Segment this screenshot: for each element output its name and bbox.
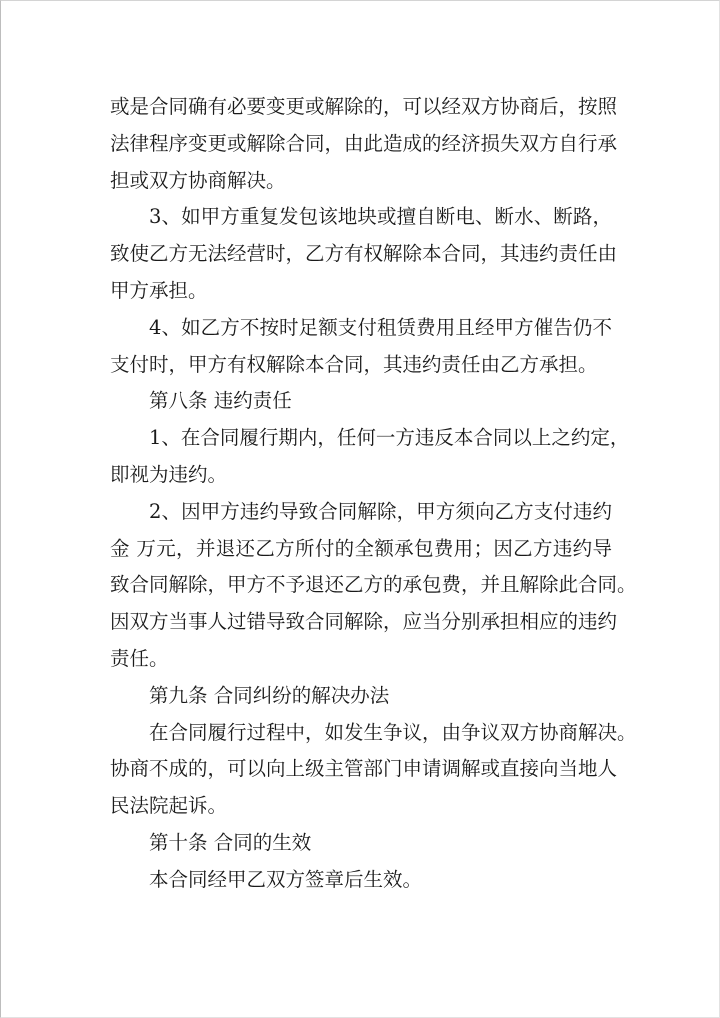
text-line: 责任。 [110,646,169,670]
text-line: 法律程序变更或解除合同，由此造成的经济损失双方自行承 [110,131,618,155]
text-line: 民法院起诉。 [110,794,228,818]
text-line: 协商不成的，可以向上级主管部门申请调解或直接向当地人 [110,757,618,781]
text-line: 1、在合同履行期内，任何一方违反本合同以上之约定， [149,426,630,450]
text-line: 支付时，甲方有权解除本合同，其违约责任由乙方承担。 [110,352,598,376]
section-heading: 第九条 合同纠纷的解决办法 [149,683,390,707]
section-heading: 第十条 合同的生效 [149,830,312,854]
text-line: 或是合同确有必要变更或解除的，可以经双方协商后，按照 [110,95,618,118]
document-body [110,89,637,899]
text-line: 金 万元，并退还乙方所付的全额承包费用；因乙方违约导 [110,536,612,560]
text-line: 因双方当事人过错导致合同解除，应当分别承担相应的违约 [110,610,618,634]
text-line: 致使乙方无法经营时，乙方有权解除本合同，其违约责任由 [110,242,618,266]
text-line: 3、如甲方重复发包该地块或擅自断电、断水、断路， [149,205,612,229]
text-line: 本合同经甲乙双方签章后生效。 [149,867,423,891]
text-line: 致合同解除，甲方不予退还乙方的承包费，并且解除此合同。 [110,573,637,597]
text-line: 即视为违约。 [110,462,228,486]
text-line: 甲方承担。 [110,278,208,302]
text-line: 4、如乙方不按时足额支付租赁费用且经甲方催告仍不 [149,315,612,339]
text-line: 2、因甲方违约导致合同解除，甲方须向乙方支付违约 [149,499,612,523]
text-line: 在合同履行过程中，如发生争议，由争议双方协商解决。 [149,720,637,744]
text-line: 担或双方协商解决。 [110,168,286,192]
section-heading: 第八条 违约责任 [149,389,292,413]
